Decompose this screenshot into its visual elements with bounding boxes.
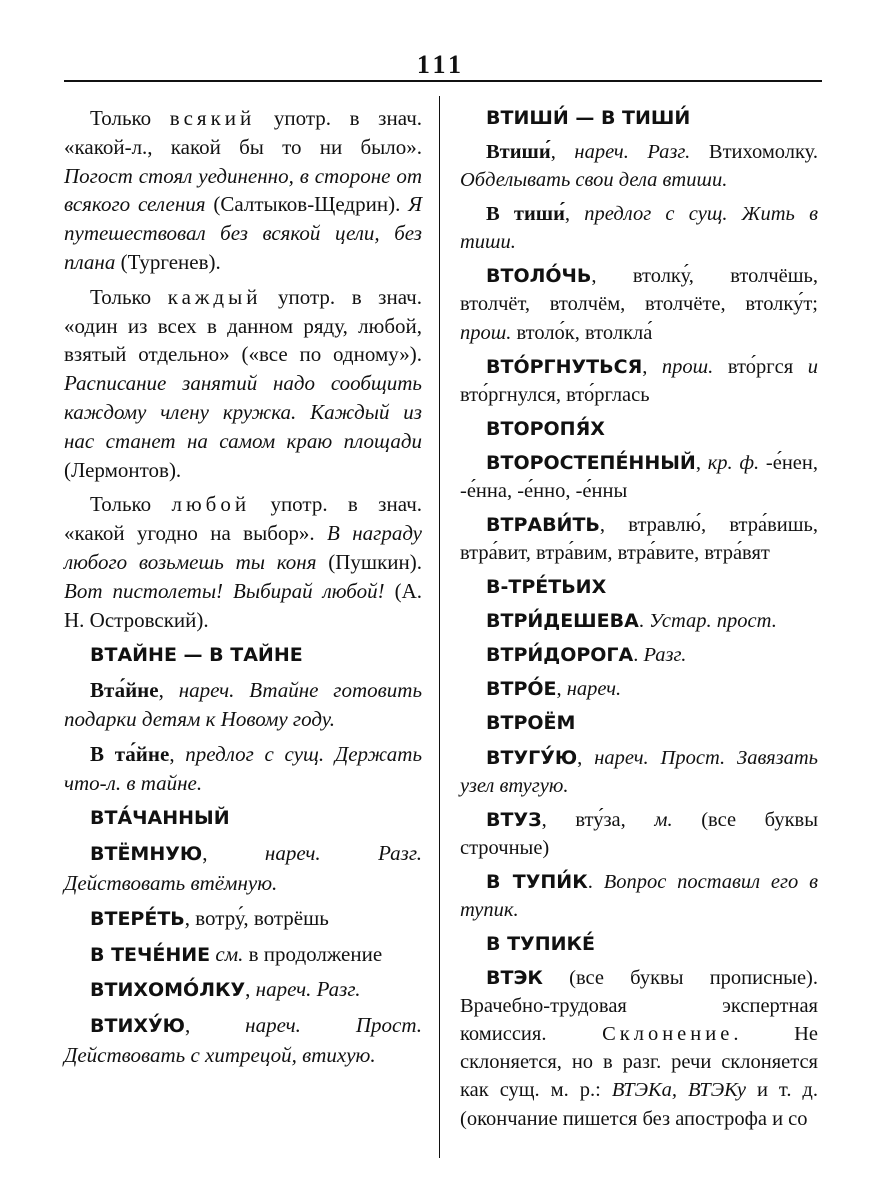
entry-text: (все буквы прописные). Врачебно-трудовая экспертная комиссия.	[460, 967, 818, 1046]
entry-headword: ВТО́РГНУТЬСЯ	[486, 355, 643, 378]
dictionary-entry	[460, 675, 818, 703]
entry-text: любой	[171, 492, 251, 517]
entry-text: прош.	[460, 321, 512, 344]
entry-text: (Тургенев).	[115, 249, 221, 274]
entry-text: (Лермонтов).	[64, 457, 182, 482]
dictionary-entry	[460, 511, 818, 567]
dictionary-entry	[460, 449, 818, 505]
entry-headword: В ТУПИКЕ́	[486, 933, 596, 956]
dictionary-entry	[460, 607, 818, 635]
entry-text: ,	[184, 1013, 246, 1038]
entry-text: предлог с сущ. Жить в тиши.	[460, 203, 818, 254]
entry-text: ,	[550, 141, 575, 164]
entry-headword: ВТУГУ́Ю	[486, 746, 578, 769]
entry-text: ,	[169, 741, 186, 766]
entry-text: Вопрос поставил его в тупик.	[460, 870, 819, 921]
page-number: 111	[416, 50, 466, 79]
dictionary-entry	[460, 930, 818, 958]
entry-text: Погост стоял уединенно, в стороне от всякого селения	[64, 163, 422, 217]
dictionary-entry	[460, 868, 818, 924]
dictionary-entry	[460, 709, 818, 737]
entry-text: Разг.	[643, 644, 687, 667]
entry-text: в продолжение	[243, 941, 383, 966]
entry-headword: ВТОЛО́ЧЬ	[486, 265, 592, 288]
entry-text: употр. в знач. «один из всех в данном ряду, любой, взятый отдельно» («все по одному»).	[64, 284, 422, 367]
dictionary-entry	[64, 740, 422, 798]
entry-text: нареч. Прост. Действовать с хитрецой, втихую.	[64, 1013, 422, 1067]
entry-text: Вот пистолеты! Выбирай любой!	[64, 578, 385, 603]
entry-text: Обделывать свои дела втиши.	[460, 169, 728, 192]
entry-text: ,	[158, 678, 179, 703]
right-column	[460, 104, 818, 1139]
entry-text: ,	[642, 355, 662, 378]
entry-headword: ВТОРОСТЕПЕ́ННЫЙ	[486, 451, 696, 474]
entry-headword: ВТИШИ́ — В ТИШИ́	[486, 107, 691, 129]
entry-text: нареч. Втайне готовить подарки детям к Новому году.	[64, 678, 423, 731]
dictionary-entry	[64, 640, 422, 670]
left-column	[64, 104, 422, 1076]
entry-text: нареч. Прост. Завязать узел втугую.	[460, 746, 818, 797]
entry-text: Втихомолку.	[690, 141, 818, 164]
entry-text: см.	[215, 941, 244, 966]
entry-text: Только	[90, 492, 172, 517]
entry-text: нареч. Разг.	[255, 977, 361, 1002]
entry-headword: ВТЕРЕ́ТЬ	[90, 907, 185, 930]
entry-headword: В ТЕЧЕ́НИЕ	[90, 943, 211, 966]
entry-text: .	[587, 870, 604, 893]
entry-headword: ВТА́ЧАННЫЙ	[90, 807, 230, 830]
entry-text: Только	[90, 106, 170, 130]
dictionary-entry	[460, 262, 818, 346]
entry-text: нареч. Разг. Действовать втёмную.	[64, 841, 422, 895]
dictionary-entry	[460, 573, 818, 601]
entry-text: Устар. прост.	[649, 610, 777, 633]
entry-text: ,	[564, 203, 585, 226]
entry-text: В та́йне	[90, 741, 170, 766]
entry-text: каждый	[167, 284, 262, 309]
dictionary-entry	[64, 803, 422, 833]
entry-text: вто́ргся	[713, 355, 808, 378]
entry-text: .	[638, 610, 650, 633]
entry-headword: ВТИХУ́Ю	[90, 1015, 185, 1038]
entry-headword: ВТРО́Е	[486, 678, 557, 701]
dictionary-entry	[460, 641, 818, 669]
entry-text: (Пушкин).	[316, 549, 422, 574]
entry-headword: ВТРОЁМ	[486, 712, 576, 735]
dictionary-entry	[460, 964, 818, 1132]
dictionary-entry	[460, 200, 818, 256]
dictionary-entry	[64, 940, 422, 970]
entry-text: . Не склоняется, но в разг. речи склоняется как сущ. м. р.:	[460, 1023, 818, 1102]
entry-text: , вту́за,	[541, 808, 655, 831]
dictionary-entry	[64, 104, 422, 277]
entry-text: Я путешествовал без всякой цели, без плана	[64, 192, 422, 274]
entry-text: нареч.	[566, 678, 622, 701]
entry-text: и т. д. (окончание пишется без апострофа и со	[460, 1079, 818, 1130]
entry-text: .	[633, 644, 644, 667]
dictionary-entry	[64, 1011, 422, 1070]
entry-text: , втравлю́, втра́вишь, втра́вит, втра́вим, втра́вите, втра́вят	[460, 514, 818, 565]
entry-text: В награду любого возьмешь ты коня	[64, 521, 422, 574]
entry-headword: ВТОРОПЯ́Х	[486, 417, 605, 440]
dictionary-entry	[460, 104, 818, 132]
entry-text: втоло́к, втолкла́	[511, 321, 653, 344]
entry-headword: ВТРАВИ́ТЬ	[486, 514, 600, 537]
entry-headword: ВТЭК	[486, 967, 543, 990]
dictionary-entry	[64, 283, 422, 485]
entry-headword: В-ТРЕ́ТЬИХ	[486, 576, 607, 599]
entry-headword: ВТАЙНЕ — В ТАЙНЕ	[90, 644, 303, 667]
entry-text: ,	[556, 678, 567, 701]
entry-text: ,	[577, 746, 595, 769]
entry-text: Только	[90, 284, 168, 309]
dictionary-entry	[64, 490, 422, 634]
entry-text: м.	[654, 808, 673, 831]
entry-text: Склонение	[602, 1023, 734, 1046]
header-rule	[64, 80, 822, 82]
entry-headword: ВТИХОМО́ЛКУ	[90, 979, 246, 1002]
entry-text: ,	[695, 451, 708, 474]
dictionary-entry	[460, 744, 818, 800]
entry-text: (Салтыков-Щедрин).	[205, 192, 409, 217]
column-divider	[439, 96, 440, 1158]
entry-headword: ВТЁМНУЮ	[90, 843, 203, 866]
dictionary-entry	[460, 138, 818, 194]
entry-text: кр. ф.	[707, 451, 760, 474]
dictionary-entry	[460, 806, 818, 862]
entry-text: употр. в знач. «какой угодно на выбор».	[64, 492, 423, 546]
entry-headword: В ТУПИ́К	[486, 870, 588, 893]
entry-text: ,	[202, 841, 265, 866]
entry-text: ВТЭКа, ВТЭКу	[611, 1079, 746, 1102]
entry-text: -е́нен, -е́нна, -е́нно, -е́нны	[460, 451, 818, 502]
entry-text: прош.	[661, 355, 714, 378]
dictionary-entry	[64, 975, 422, 1005]
dictionary-entry	[460, 353, 818, 409]
entry-text: Втиши́	[486, 141, 551, 164]
entry-text: и	[807, 355, 819, 378]
entry-text: всякий	[169, 106, 256, 130]
entry-text: Расписание занятий надо сообщить каждому члену кружка. Каждый из нас станет на самом краю площади	[64, 371, 422, 453]
dictionary-entry	[64, 676, 422, 734]
entry-text: В тиши́	[486, 203, 565, 226]
entry-headword: ВТРИ́ДЕШЕВА	[486, 610, 639, 633]
entry-headword: ВТРИ́ДОРОГА	[486, 644, 634, 667]
entry-text: Вта́йне	[90, 678, 159, 703]
entry-text: , втолку́, втолчёшь, втолчёт, втолчём, втолчёте, втолку́т;	[460, 265, 818, 316]
dictionary-entry	[64, 839, 422, 898]
entry-text: вто́ргнулся, вто́рглась	[460, 383, 650, 406]
entry-headword: ВТУЗ	[486, 808, 542, 831]
entry-text: , вотру́, вотрёшь	[184, 905, 329, 930]
entry-text: ,	[245, 977, 256, 1002]
entry-text: употр. в знач. «какой-л., какой бы то ни было».	[64, 106, 422, 159]
entry-text: предлог с сущ. Держать что-л. в тайне.	[64, 741, 422, 795]
dictionary-entry	[64, 904, 422, 934]
dictionary-entry	[460, 415, 818, 443]
entry-text: (А. Н. Островский).	[64, 578, 422, 632]
entry-text: нареч. Разг.	[574, 141, 691, 164]
entry-text: (все буквы строчные)	[460, 808, 818, 859]
